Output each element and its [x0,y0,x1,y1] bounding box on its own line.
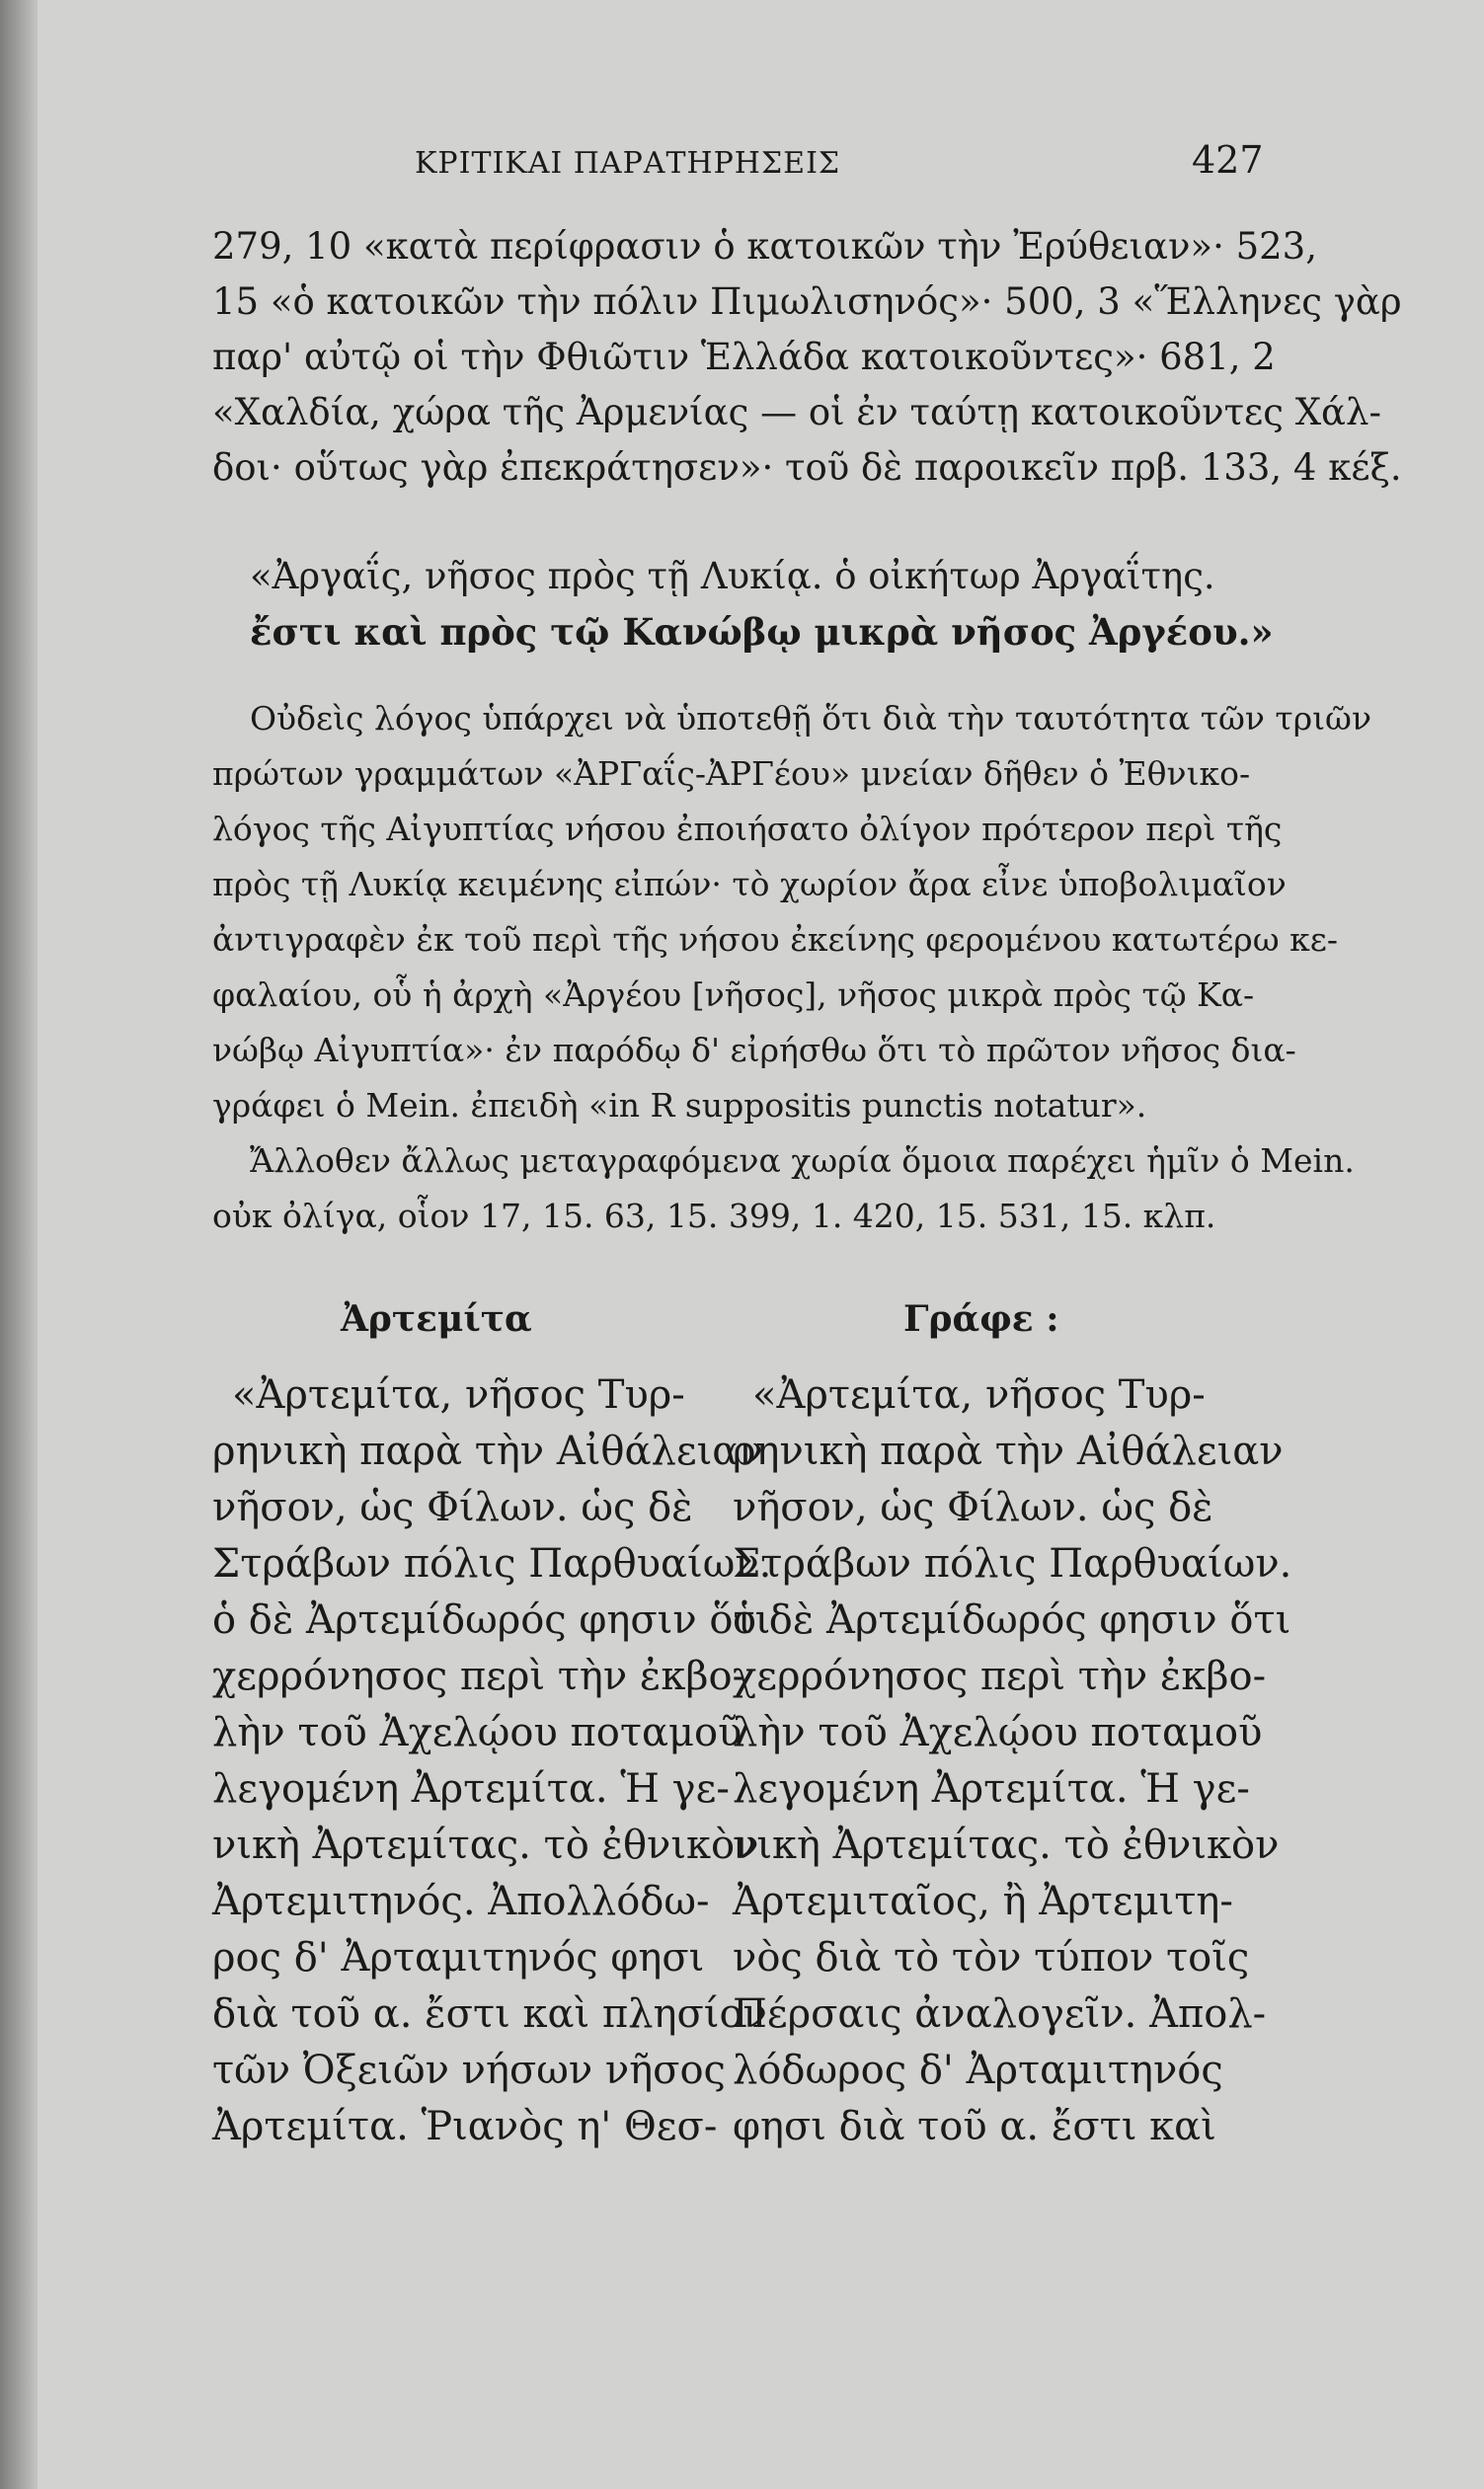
running-title: ΚΡΙΤΙΚΑΙ ΠΑΡΑΤΗΡΗΣΕΙΣ [415,146,841,181]
text-line: παρ' αὐτῷ οἱ τὴν Φθιῶτιν Ἑλλάδα κατοικοῦντες»· 681, 2 [212,336,1276,378]
text-line: πρώτων γραμμάτων «ἈΡΓαΐς-ἈΡΓέου» μνείαν δῆθεν ὁ Ἐθνικο- [212,754,1251,793]
column-line: διὰ τοῦ α. ἔστι καὶ πλησίον [212,1991,767,2037]
column-line: τῶν Ὀξειῶν νήσων νῆσος [212,2048,726,2093]
column-line: ρηνικὴ παρὰ τὴν Αἰθάλειαν [733,1429,1284,1474]
page-gutter-shadow [0,0,38,2489]
column-line: Ἀρτεμιταῖος, ἢ Ἀρτεμιτη- [733,1879,1233,1924]
text-line: οὐκ ὀλίγα, οἷον 17, 15. 63, 15. 399, 1. 420, 15. 531, 15. κλπ. [212,1197,1216,1235]
column-line: νὸς διὰ τὸ τὸν τύπον τοῖς [733,1935,1250,1981]
column-line: νικὴ Ἀρτεμίτας. τὸ ἐθνικὸν [733,1823,1280,1868]
intro-paragraph [212,219,1446,496]
text-line: πρὸς τῇ Λυκίᾳ κειμένης εἰπών· τὸ χωρίον ἄρα εἶνε ὑποβολιμαῖον [212,865,1287,903]
column-line: φησι διὰ τοῦ α. ἔστι καὶ [733,2104,1216,2149]
left-column-heading: Ἀρτεμίτα [341,1298,532,1340]
text-line: Οὐδεὶς λόγος ὑπάρχει νὰ ὑποτεθῇ ὅτι διὰ τὴν ταυτότητα τῶν τριῶν [250,699,1372,738]
column-line: λὴν τοῦ Ἀχελῴου ποταμοῦ [733,1710,1263,1755]
commentary-paragraph [212,691,1446,1244]
page-header [212,138,1446,197]
quote-line: ἔστι καὶ πρὸς τῷ Κανώβῳ μικρὰ νῆσος Ἀργέου.» [250,610,1274,654]
column-line: ὁ δὲ Ἀρτεμίδωρός φησιν ὅτι [733,1597,1291,1643]
column-line: ρος δ' Ἀρταμιτηνός φησι [212,1935,705,1981]
text-line: 15 «ὁ κατοικῶν τὴν πόλιν Πιμωλισηνός»· 500, 3 «Ἕλληνες γὰρ [212,280,1402,323]
column-line: χερρόνησος περὶ τὴν ἐκβο- [733,1654,1267,1699]
page-number: 427 [1192,138,1264,182]
text-line: «Χαλδία, χώρα τῆς Ἀρμενίας — οἱ ἐν ταύτῃ κατοικοῦντες Χάλ- [212,391,1381,433]
text-line: φαλαίου, οὗ ἡ ἀρχὴ «Ἀργέου [νῆσος], νῆσος μικρὰ πρὸς τῷ Κα- [212,975,1255,1014]
column-line: ὁ δὲ Ἀρτεμίδωρός φησιν ὅτι [212,1597,771,1643]
quote-line: «Ἀργαΐς, νῆσος πρὸς τῇ Λυκίᾳ. ὁ οἰκήτωρ Ἀργαΐτης. [250,555,1215,597]
column-line: Στράβων πόλις Παρθυαίων. [212,1541,772,1587]
column-line: ρηνικὴ παρὰ τὴν Αἰθάλειαν [212,1429,763,1474]
column-line: «Ἀρτεμίτα, νῆσος Τυρ- [232,1372,685,1418]
column-line: λεγομένη Ἀρτεμίτα. Ἡ γε- [733,1766,1250,1812]
column-line: Ἀρτεμίτα. Ῥιανὸς η' Θεσ- [212,2104,718,2149]
text-line: γράφει ὁ Mein. ἐπειδὴ «in R suppositis punctis notatur». [212,1086,1147,1125]
column-line: νικὴ Ἀρτεμίτας. τὸ ἐθνικὸν [212,1823,759,1868]
column-line: νῆσον, ὡς Φίλων. ὡς δὲ [733,1485,1213,1530]
column-line: λὴν τοῦ Ἀχελῴου ποταμοῦ [212,1710,742,1755]
text-line: νώβῳ Αἰγυπτία»· ἐν παρόδῳ δ' εἰρήσθω ὅτι τὸ πρῶτον νῆσος δια- [212,1031,1296,1069]
column-line: χερρόνησος περὶ τὴν ἐκβο- [212,1654,746,1699]
column-line: λεγομένη Ἀρτεμίτα. Ἡ γε- [212,1766,730,1812]
text-line: 279, 10 «κατὰ περίφρασιν ὁ κατοικῶν τὴν Ἐρύθειαν»· 523, [212,225,1317,268]
column-line: Στράβων πόλις Παρθυαίων. [733,1541,1292,1587]
text-line: ἀντιγραφὲν ἐκ τοῦ περὶ τῆς νήσου ἐκείνης φερομένου κατωτέρω κε- [212,920,1338,959]
column-line: λόδωρος δ' Ἀρταμιτηνός [733,2048,1223,2093]
right-column-heading: Γράφε : [903,1298,1059,1340]
column-line: Πέρσαις ἀναλογεῖν. Ἀπολ- [733,1991,1267,2037]
right-column [733,1367,1453,2155]
column-line: «Ἀρτεμίτα, νῆσος Τυρ- [752,1372,1206,1418]
column-line: νῆσον, ὡς Φίλων. ὡς δὲ [212,1485,693,1530]
quoted-lemma [212,549,1484,660]
column-line: Ἀρτεμιτηνός. Ἀπολλόδω- [212,1879,710,1924]
text-line: Ἄλλοθεν ἄλλως μεταγραφόμενα χωρία ὅμοια παρέχει ἡμῖν ὁ Mein. [250,1141,1355,1180]
text-line: δοι· οὕτως γὰρ ἐπεκράτησεν»· τοῦ δὲ παροικεῖν πρβ. 133, 4 κέξ. [212,446,1402,489]
text-line: λόγος τῆς Αἰγυπτίας νήσου ἐποιήσατο ὀλίγον πρότερον περὶ τῆς [212,810,1283,848]
left-column [212,1367,772,2155]
